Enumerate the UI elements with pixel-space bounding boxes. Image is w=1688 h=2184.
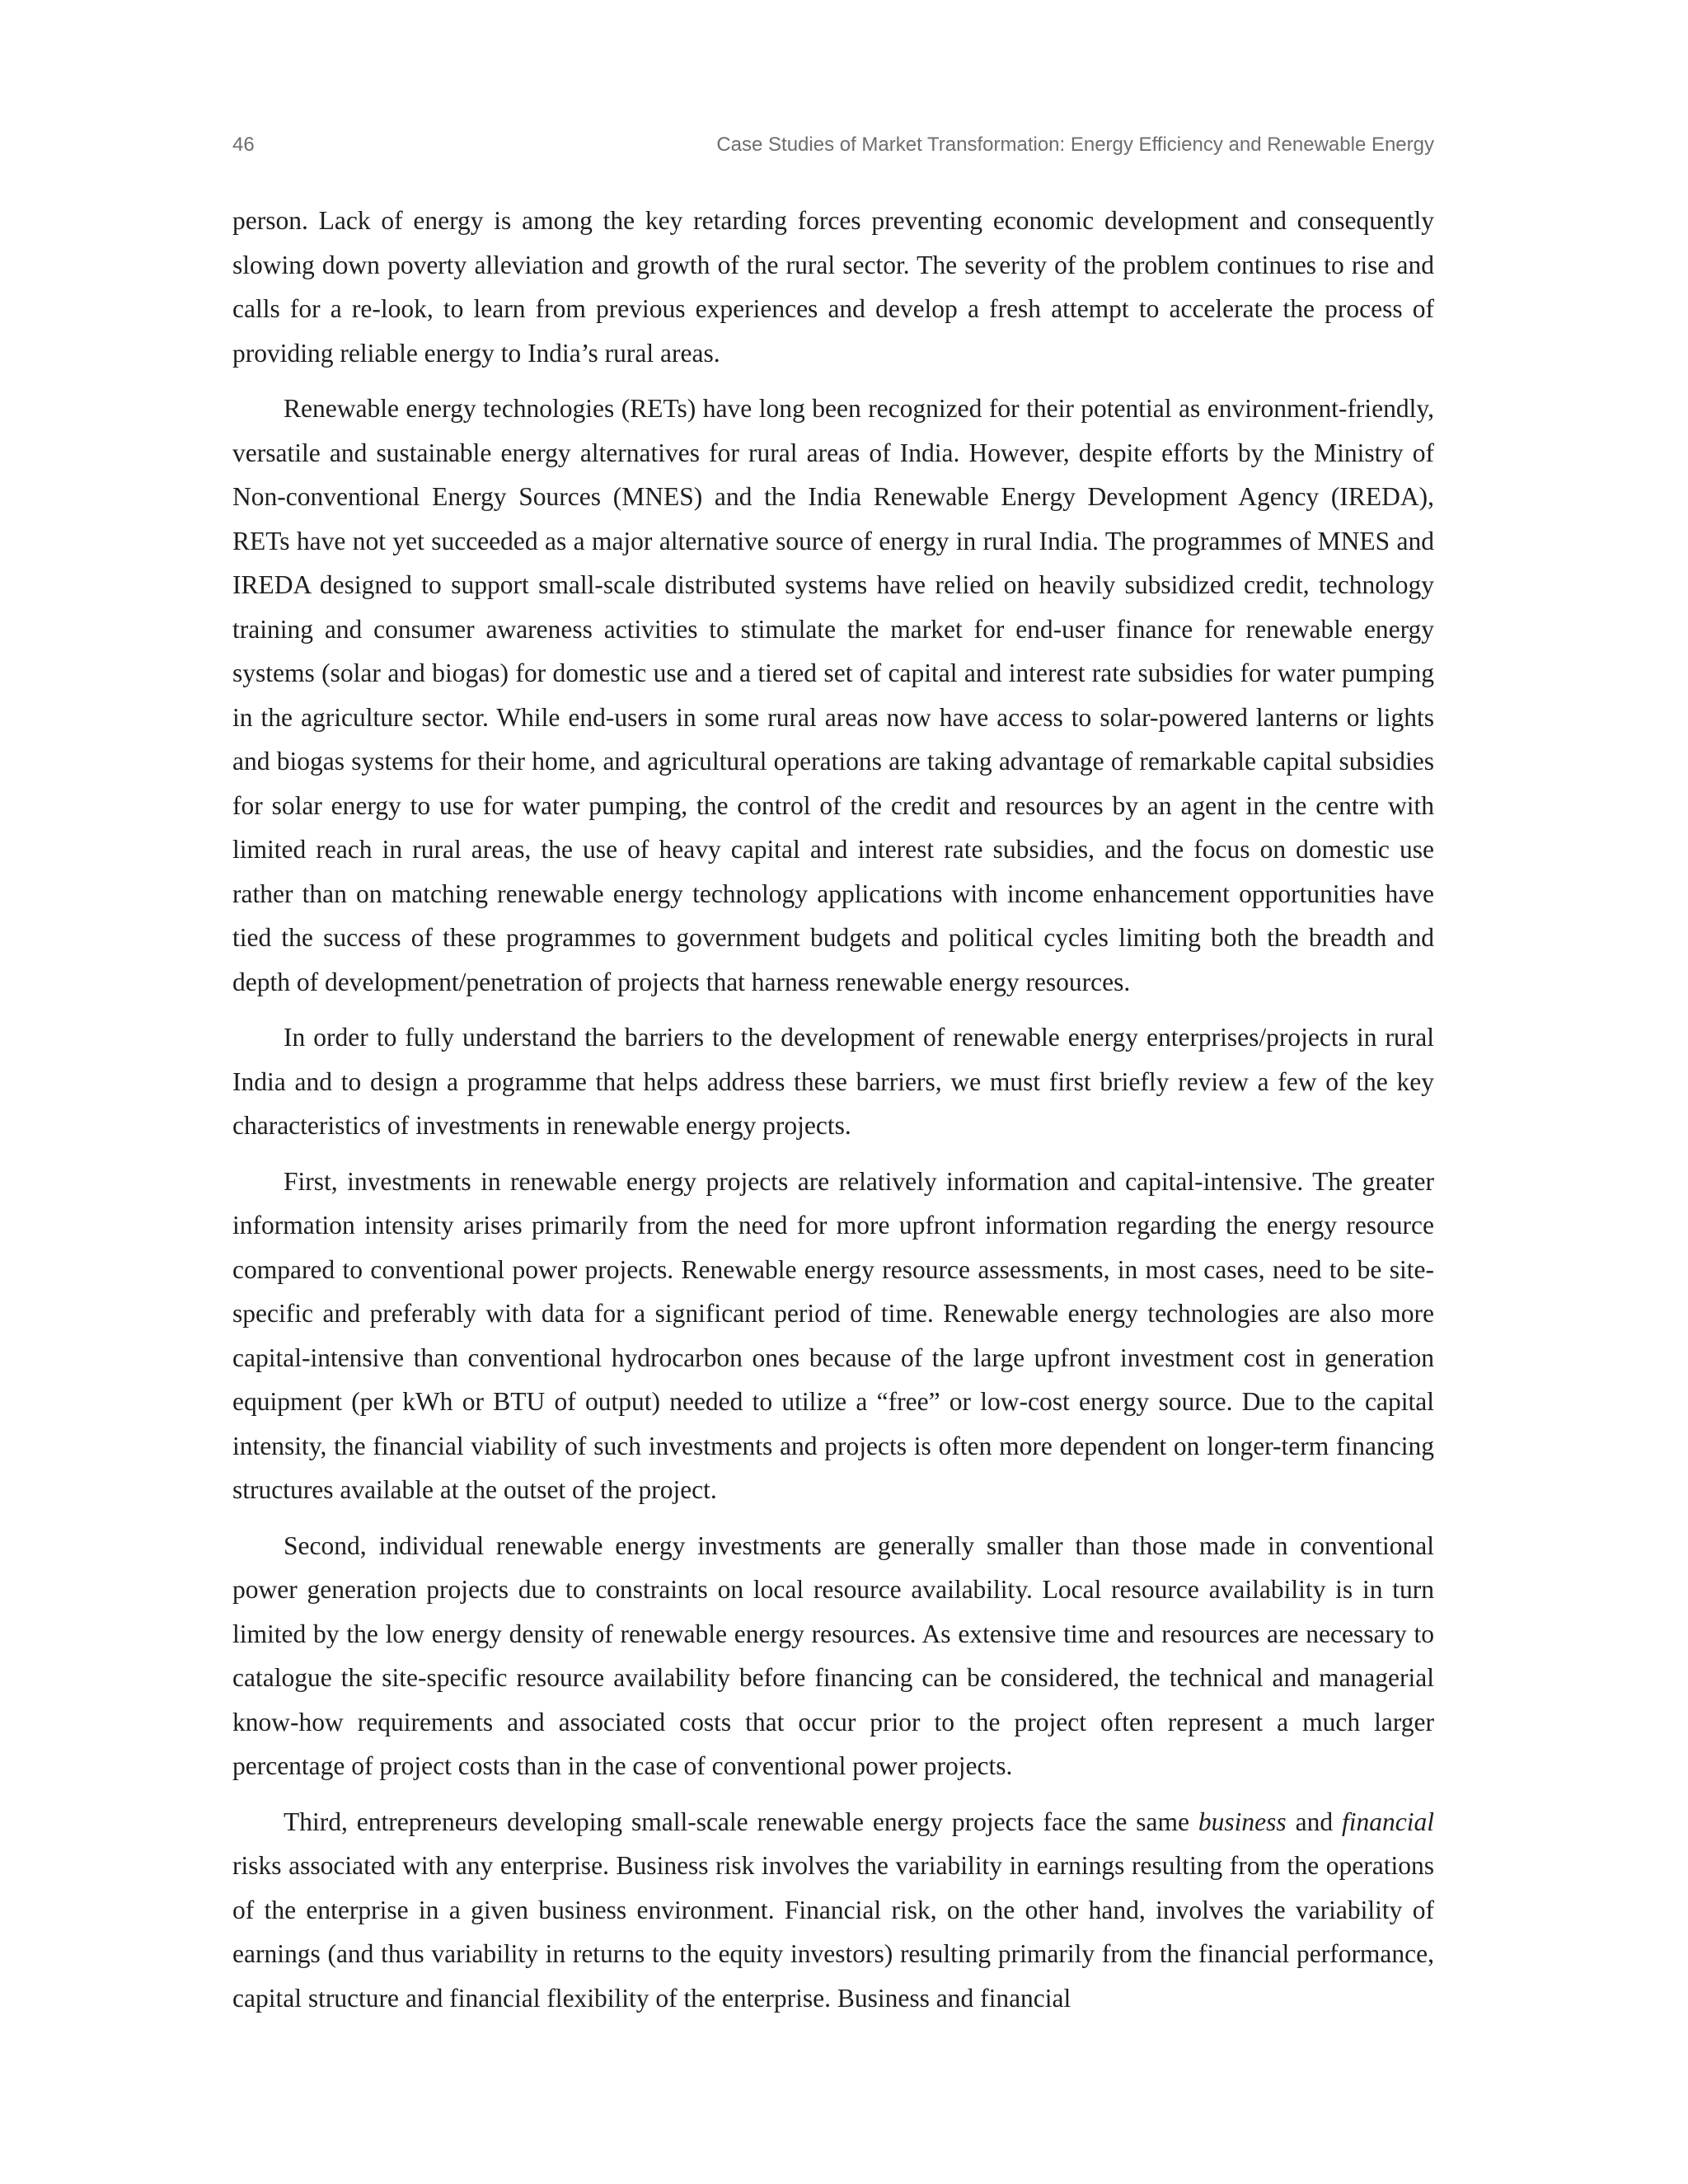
paragraph-1: person. Lack of energy is among the key retarding forces preventing economic development and consequently slowing down poverty alleviation and growth of the rural sector. The severity of the problem continues to rise and calls for a re-look, to learn from previous experiences and develop a fresh attempt to accelerate the process of providing reliable energy to India’s rural areas. xyxy=(232,206,1434,368)
paragraph-6-text-a: Third, entrepreneurs developing small-scale renewable energy projects face the same xyxy=(284,1807,1198,1836)
running-header xyxy=(232,134,1434,166)
running-title: Case Studies of Market Transformation: Energy Efficiency and Renewable Energy xyxy=(716,134,1434,156)
paragraph-2: Renewable energy technologies (RETs) have long been recognized for their potential as environment-friendly, versatile and sustainable energy alternatives for rural areas of India. However, despite efforts by the Ministry of Non-conventional Energy Sources (MNES) and the India Renewable Energy Development Agency (IREDA), RETs have not yet succeeded as a major alternative source of energy in rural India. The programmes of MNES and IREDA designed to support small-scale distributed systems have relied on heavily subsidized credit, technology training and consumer awareness activities to stimulate the market for end-user finance for renewable energy systems (solar and biogas) for domestic use and a tiered set of capital and interest rate subsidies for water pumping in the agriculture sector. While end-users in some rural areas now have access to solar-powered lanterns or lights and biogas systems for their home, and agricultural operations are taking advantage of remarkable capital subsidies for solar energy to use for water pumping, the control of the credit and resources by an agent in the centre with limited reach in rural areas, the use of heavy capital and interest rate subsidies, and the focus on domestic use rather than on matching renewable energy technology applications with income enhancement opportunities have tied the success of these programmes to government budgets and political cycles limiting both the breadth and depth of development/penetration of projects that harness renewable energy resources. xyxy=(232,394,1434,996)
paragraph-6 xyxy=(232,1800,1434,2021)
emphasis-financial: financial xyxy=(1342,1807,1434,1836)
paragraph-4: First, investments in renewable energy projects are relatively information and capital-intensive. The greater information intensity arises primarily from the need for more upfront information regarding the energy resource compared to conventional power projects. Renewable energy resource assessments, in most cases, need to be site-specific and preferably with data for a significant period of time. Renewable energy technologies are also more capital-intensive than conventional hydrocarbon ones because of the large upfront investment cost in generation equipment (per kWh or BTU of output) needed to utilize a “free” or low-cost energy source. Due to the capital intensity, the financial viability of such investments and projects is often more dependent on longer-term financing structures available at the outset of the project. xyxy=(232,1166,1434,1504)
paragraph-6-text-c: risks associated with any enterprise. Business risk involves the variability in earnings resulting from the operations of the enterprise in a given business environment. Financial risk, on the other hand, involves the variability of earnings (and thus variability in returns to the equity investors) resulting primarily from the financial performance, capital structure and financial flexibility of the enterprise. Business and financial xyxy=(232,1851,1434,2013)
paragraph-5: Second, individual renewable energy investments are generally smaller than those made in conventional power generation projects due to constraints on local resource availability. Local resource availability is in turn limited by the low energy density of renewable energy resources. As extensive time and resources are necessary to catalogue the site-specific resource availability before financing can be considered, the technical and managerial know-how requirements and associated costs that occur prior to the project often represent a much larger percentage of project costs than in the case of conventional power projects. xyxy=(232,1530,1434,1780)
body-text xyxy=(232,199,1434,2032)
paragraph-6-text-b: and xyxy=(1286,1807,1342,1836)
paragraph-3: In order to fully understand the barriers to the development of renewable energy enterprises/projects in rural India and to design a programme that helps address these barriers, we must first briefly review a few of the key characteristics of investments in renewable energy projects. xyxy=(232,1023,1434,1140)
emphasis-business: business xyxy=(1198,1807,1287,1836)
page-number: 46 xyxy=(232,134,255,156)
